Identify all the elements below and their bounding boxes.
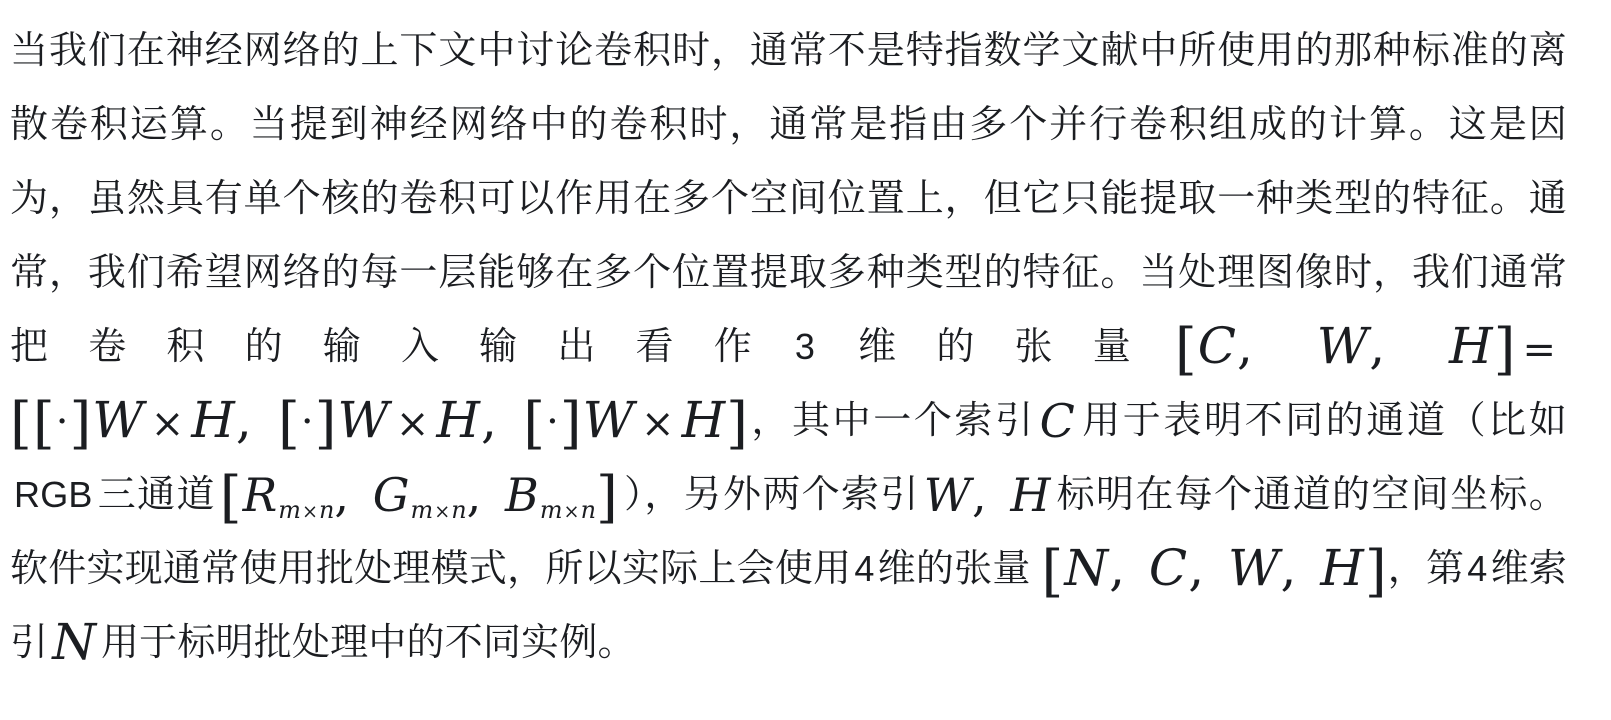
text-segment-8: 维的张量 <box>877 548 1031 590</box>
dimension-number-3: 3 <box>794 326 816 367</box>
dimension-number-4: 4 <box>854 548 875 589</box>
text-segment-11: 用于标明批处理中的不同实例。 <box>100 622 636 664</box>
math-tensor-nchw: [N, C, W, H] <box>1041 539 1388 604</box>
text-segment-1: 当我们在神经网络的上下文中讨论卷积时，通常不是特指数学文献中所使用的那种标准的离散卷积运算。当提到神经网络中的卷积时，通常是指由多个并行卷积组成的计算。这是因为，虽然具有单个核的卷积可以作用在多个空间位置上，但它只能提取一种类型的特征。通常，我们希望网络的每一层能够在多个位置提取多种类型的特征。当处理图像时，我们通常把卷积的输入输出看作 <box>10 30 1567 368</box>
text-segment-4: 用于表明不同的通道（比如 <box>1079 400 1567 442</box>
math-symbol-n: N <box>52 613 97 671</box>
math-tensor-expansion: [[·]W × H, [·]W × H, [·]W × H] <box>10 391 750 456</box>
text-rgb: RGB <box>14 474 93 515</box>
text-segment-6: ），另外两个索引 <box>622 474 920 516</box>
text-segment-7: 标明在每个通道的空间坐标。软件实现通常使用批处理模式，所以实际上会使用 <box>10 474 1567 590</box>
math-tensor-chw: [C, W, H] = <box>1174 317 1557 382</box>
math-symbols-wh: W, H <box>923 468 1052 522</box>
body-paragraph <box>10 14 1567 680</box>
math-rgb-channels: [$R_{m\times n}$, $G_{m\times n}$, $B_{m\times n}$] <box>219 465 619 530</box>
text-segment-2: 维的张量 <box>818 326 1171 368</box>
text-segment-5: 三通道 <box>96 474 216 516</box>
text-segment-3: ，其中一个索引 <box>749 400 1036 442</box>
text-segment-10: 维索引 <box>10 548 1568 664</box>
math-symbol-c: C <box>1039 394 1076 448</box>
dimension-number-4b: 4 <box>1467 548 1488 589</box>
text-segment-9: ，第 <box>1387 548 1465 590</box>
